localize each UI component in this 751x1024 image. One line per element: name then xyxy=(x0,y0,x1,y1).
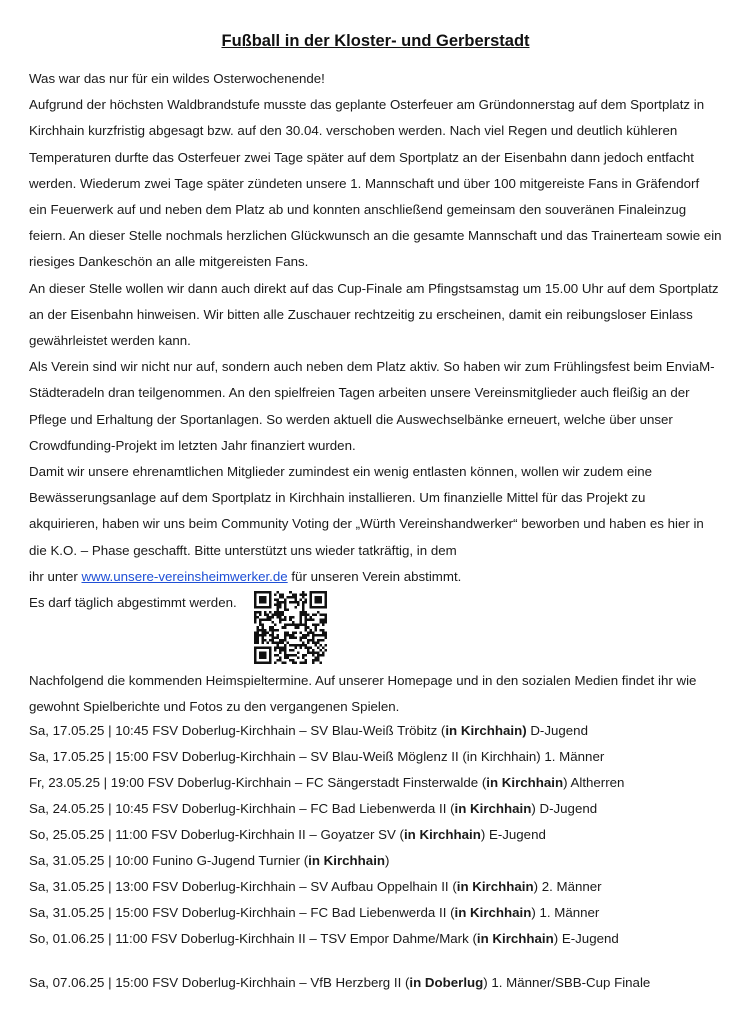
text-line: akquirieren, haben wir uns beim Community Voting der „Würth Vereinshandwerker“ beworben und haben es hier in xyxy=(29,516,704,532)
text-line: gewohnt Spielberichte und Fotos zu den vergangenen Spielen. xyxy=(29,699,400,715)
schedule-row xyxy=(29,749,604,764)
text-line: gewährleistet werden kann. xyxy=(29,333,191,349)
schedule-venue: in Kirchhain xyxy=(454,905,532,920)
schedule-venue: in Kirchhain xyxy=(454,801,532,816)
text-line: ein Feuerwerk auf und neben dem Platz ab und konnten anschließend gemeinsam den souveränen Finaleinzug xyxy=(29,202,687,218)
schedule-text: Sa, 31.05.25 | 13:00 FSV Doberlug-Kirchhain – SV Aufbau Oppelhain II ( xyxy=(29,879,457,894)
schedule-text: So, 25.05.25 | 11:00 FSV Doberlug-Kirchhain II – Goyatzer SV ( xyxy=(29,827,404,842)
text-line: An dieser Stelle wollen wir dann auch direkt auf das Cup-Finale am Pfingstsamstag um 15.00 Uhr auf dem Sportplatz xyxy=(29,280,719,296)
schedule-team: ) 2. Männer xyxy=(533,879,602,894)
intro-text xyxy=(29,66,729,616)
schedule-row xyxy=(29,801,597,816)
document-title: Fußball in der Kloster- und Gerberstadt xyxy=(221,32,530,50)
schedule-team: ) D-Jugend xyxy=(531,801,598,816)
schedule-venue: in Kirchhain) xyxy=(445,723,527,738)
schedule-row xyxy=(29,905,599,920)
schedule-venue: in Doberlug xyxy=(409,975,484,990)
qr-code-icon xyxy=(254,591,327,664)
schedule-team: ) 1. Männer xyxy=(531,905,600,920)
schedule-row xyxy=(29,853,389,868)
schedule-row xyxy=(29,975,650,990)
text-line: Damit wir unsere ehrenamtlichen Mitglieder zumindest ein wenig entlasten können, wollen wir zudem eine xyxy=(29,464,653,480)
schedule-team: ) xyxy=(385,853,390,868)
schedule-row xyxy=(29,723,588,738)
schedule-venue: in Kirchhain xyxy=(486,775,564,790)
schedule-text: Sa, 17.05.25 | 15:00 FSV Doberlug-Kirchhain – SV Blau-Weiß Möglenz II (in Kirchhain) 1. Männer xyxy=(29,749,605,764)
schedule-row xyxy=(29,879,602,894)
text-line: an der Eisenbahn hinweisen. Wir bitten alle Zuschauer rechtzeitig zu erscheinen, damit ein reibungsloser Einlass xyxy=(29,306,693,322)
text-line: Städteradeln dran teilgenommen. An den spielfreien Tagen arbeiten unsere Vereinsmitglieder auch fleißig an der xyxy=(29,385,690,401)
vote-daily-text: Es darf täglich abgestimmt werden. xyxy=(29,595,237,611)
schedule-row xyxy=(29,931,619,946)
text-line: riesiges Dankeschön an alle mitgereisten Fans. xyxy=(29,254,309,270)
outro-text xyxy=(29,668,729,720)
text-line: Was war das nur für ein wildes Osterwochenende! xyxy=(29,71,325,86)
schedule-team: ) E-Jugend xyxy=(480,827,546,842)
text-line: Pflege und Erhaltung der Sportanlagen. So werden aktuell die Auswechselbänke erneuert, welche über unser xyxy=(29,411,673,427)
schedule-row xyxy=(29,775,624,790)
text-line: Als Verein sind wir nicht nur auf, sondern auch neben dem Platz aktiv. So haben wir zum Frühlingsfest beim EnviaM- xyxy=(29,359,715,375)
schedule-venue: in Kirchhain xyxy=(456,879,534,894)
text-line: Nachfolgend die kommenden Heimspieltermine. Auf unserer Homepage und in den sozialen Medien findet ihr wie xyxy=(29,673,697,688)
link-suffix: für unseren Verein abstimmt. xyxy=(287,568,462,584)
schedule-text: Fr, 23.05.25 | 19:00 FSV Doberlug-Kirchhain – FC Sängerstadt Finsterwalde ( xyxy=(29,775,487,790)
schedule-text: So, 01.06.25 | 11:00 FSV Doberlug-Kirchhain II – TSV Empor Dahme/Mark ( xyxy=(29,931,477,946)
text-line: Aufgrund der höchsten Waldbrandstufe musste das geplante Osterfeuer am Gründonnerstag auf dem Sportplatz in xyxy=(29,97,705,113)
schedule-team: ) Altherren xyxy=(563,775,625,790)
text-line: Bewässerungsanlage auf dem Sportplatz in Kirchhain installieren. Um finanzielle Mittel für das Projekt zu xyxy=(29,490,646,506)
text-line: werden. Wiederum zwei Tage später zündeten unsere 1. Mannschaft und über 100 mitgereiste Fans in Gräfendorf xyxy=(29,175,700,191)
link-prefix: ihr unter xyxy=(29,568,82,584)
vote-link[interactable]: www.unsere-vereinsheimwerker.de xyxy=(81,568,288,584)
vote-link-line xyxy=(29,564,729,590)
schedule-row xyxy=(29,827,546,842)
text-line: feiern. An dieser Stelle nochmals herzlichen Glückwunsch an die gesamte Mannschaft und das Trainerteam sowie ein xyxy=(29,228,722,244)
text-line: Temperaturen durfte das Osterfeuer zwei Tage später auf dem Sportplatz an der Eisenbahn dann jedoch entfacht xyxy=(29,149,695,165)
schedule-venue: in Kirchhain xyxy=(308,853,386,868)
text-line: die K.O. – Phase geschafft. Bitte unterstützt uns wieder tatkräftig, in dem xyxy=(29,542,457,558)
text-line: Crowdfunding-Projekt im letzten Jahr finanziert wurden. xyxy=(29,437,356,453)
schedule-text: Sa, 31.05.25 | 10:00 Funino G-Jugend Turnier ( xyxy=(29,853,309,868)
schedule-text: Sa, 24.05.25 | 10:45 FSV Doberlug-Kirchhain – FC Bad Liebenwerda II ( xyxy=(29,801,455,816)
schedule-venue: in Kirchhain xyxy=(403,827,481,842)
schedule-text: Sa, 17.05.25 | 10:45 FSV Doberlug-Kirchhain – SV Blau-Weiß Tröbitz ( xyxy=(29,723,446,738)
schedule-team: D-Jugend xyxy=(526,723,588,738)
schedule-team: ) 1. Männer/SBB-Cup Finale xyxy=(483,975,651,990)
schedule-text: Sa, 07.06.25 | 15:00 FSV Doberlug-Kirchhain – VfB Herzberg II ( xyxy=(29,975,410,990)
schedule-venue: in Kirchhain xyxy=(476,931,554,946)
text-line: Kirchhain kurzfristig abgesagt bzw. auf den 30.04. verschoben werden. Nach viel Regen und deutlich kühleren xyxy=(29,123,678,139)
schedule-team: ) E-Jugend xyxy=(553,931,619,946)
schedule-text: Sa, 31.05.25 | 15:00 FSV Doberlug-Kirchhain – FC Bad Liebenwerda II ( xyxy=(29,905,455,920)
